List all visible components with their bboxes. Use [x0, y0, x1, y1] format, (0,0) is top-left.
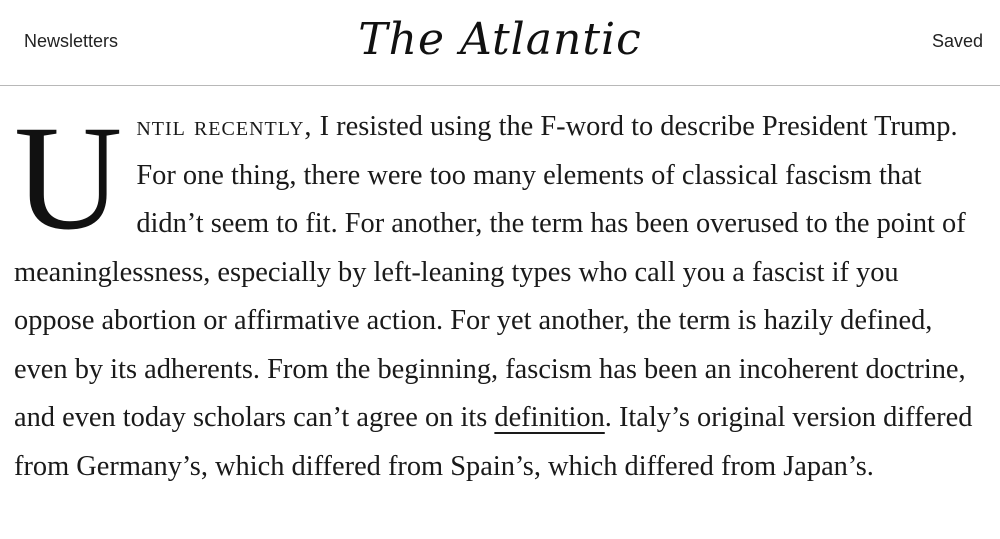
saved-link[interactable]: Saved [932, 31, 984, 51]
lead-in-small-caps: ntil recently, [136, 111, 313, 142]
site-logo[interactable]: The Atlantic [358, 14, 642, 65]
paragraph-text-continued: . Italy’s original version differed from Germany’s, which differed from Spain’s, which differed from Japan’s. [14, 402, 973, 482]
drop-cap: U [14, 95, 123, 261]
article-body [14, 95, 984, 491]
article-paragraph [14, 95, 984, 491]
definition-link[interactable]: definition [494, 402, 605, 433]
paragraph-text: I resisted using the F-word to describe President Trump. For one thing, there were too many elements of classical fascism that didn’t seem to fit. For another, the term has been overused to the point of meaninglessness, especially by left-leaning types who call you a fascist if you oppose abortion or affirmative action. For yet another, the term is hazily defined, even by its adherents. From the beginning, fascism has been an incoherent doctrine, and even today scholars can’t agree on its [14, 111, 966, 433]
top-navigation-bar [0, 0, 1000, 86]
newsletters-link[interactable]: Newsletters [24, 31, 119, 51]
